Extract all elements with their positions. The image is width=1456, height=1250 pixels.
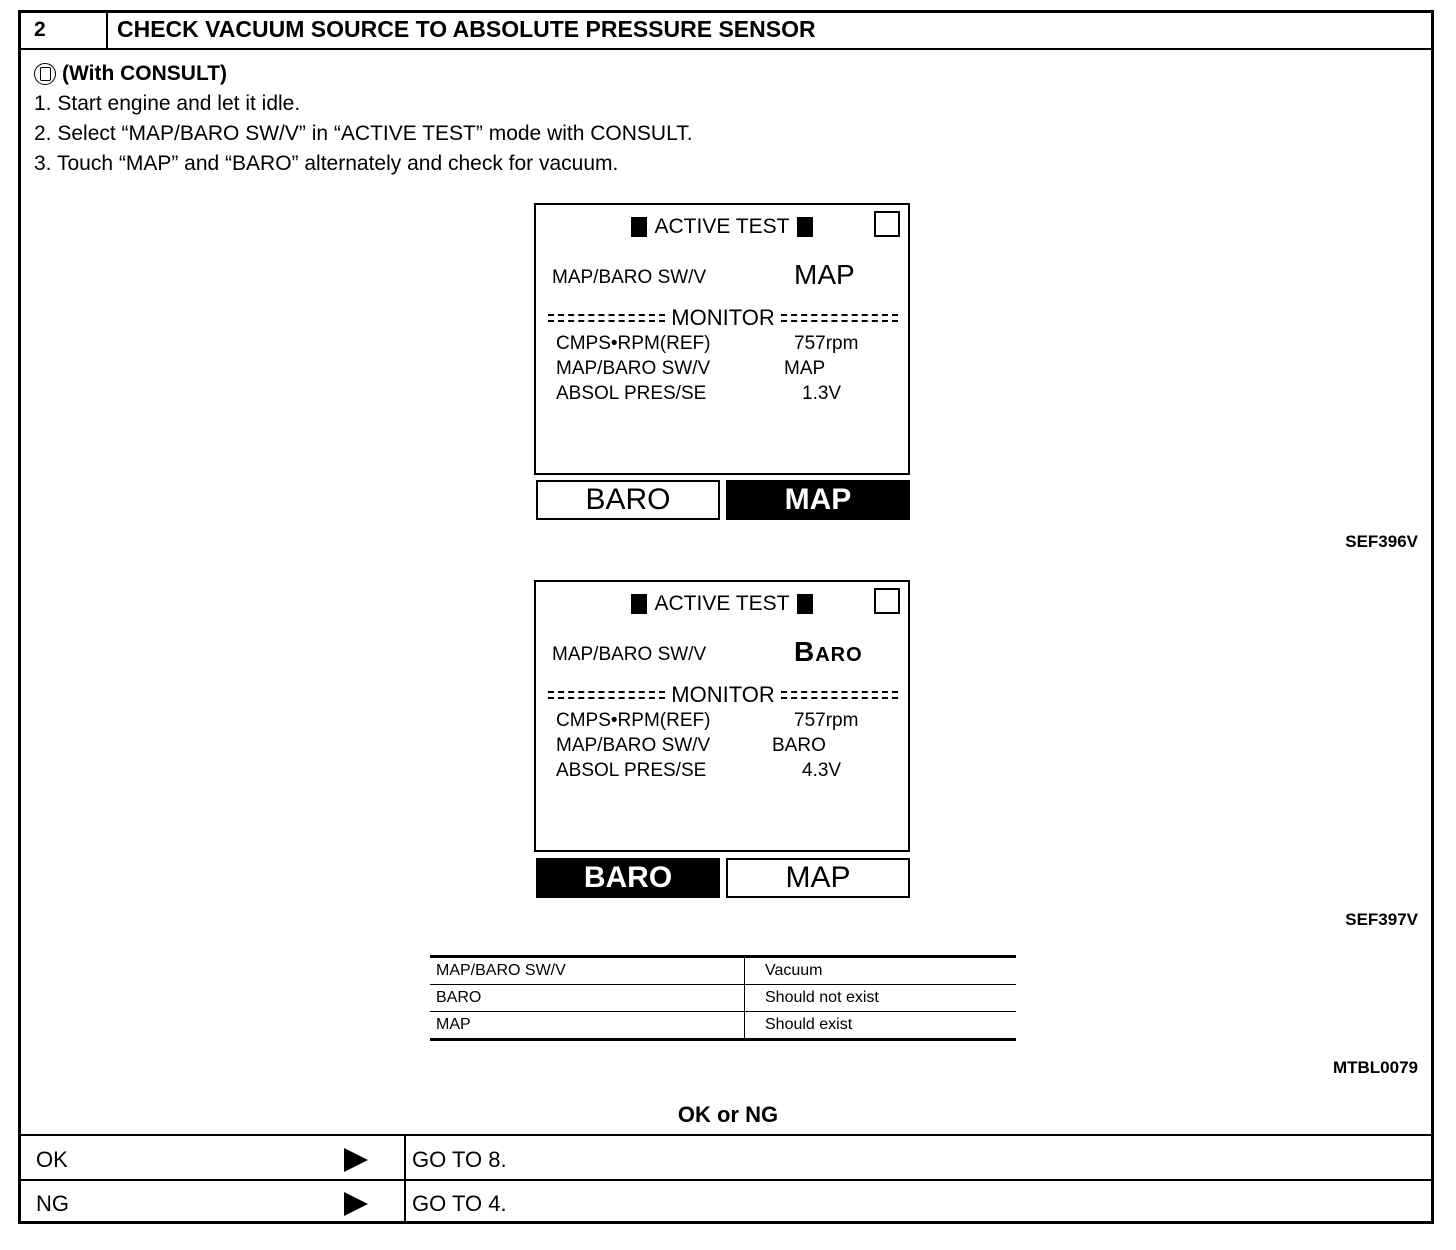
instruction-3: 3. Touch “MAP” and “BARO” alternately and check for vacuum. bbox=[34, 152, 619, 175]
consult-heading bbox=[34, 62, 227, 86]
table-cell: Vacuum bbox=[745, 957, 1017, 985]
monitor-row-value: 1.3V bbox=[802, 383, 842, 404]
table-cell: MAP/BARO SW/V bbox=[430, 957, 745, 985]
step-title: CHECK VACUUM SOURCE TO ABSOLUTE PRESSURE SENSOR bbox=[117, 16, 816, 42]
table-cell: MAP bbox=[430, 1012, 745, 1040]
divider bbox=[18, 1179, 1434, 1181]
monitor-divider: MONITOR bbox=[542, 305, 904, 331]
item-label: MAP/BARO SW/V bbox=[552, 644, 707, 665]
consult-label: (With CONSULT) bbox=[62, 62, 228, 85]
monitor-divider: MONITOR bbox=[542, 682, 904, 708]
item-label: MAP/BARO SW/V bbox=[552, 267, 707, 288]
arrow-right-icon bbox=[344, 1192, 368, 1216]
monitor-row-label: ABSOL PRES/SE bbox=[556, 383, 707, 404]
monitor-row-value: MAP bbox=[784, 358, 826, 379]
map-button[interactable]: MAP bbox=[726, 858, 910, 898]
item-value: MAP bbox=[794, 259, 855, 290]
item-value: Baro bbox=[794, 636, 863, 667]
monitor-row-label: ABSOL PRES/SE bbox=[556, 760, 707, 781]
vacuum-table bbox=[430, 955, 1016, 1041]
screen-title: ACTIVE TEST bbox=[536, 215, 908, 239]
screen-checkbox[interactable] bbox=[874, 588, 900, 614]
monitor-row-label: MAP/BARO SW/V bbox=[556, 735, 711, 756]
table-row bbox=[430, 1012, 1016, 1040]
consult-icon bbox=[34, 63, 56, 85]
monitor-row-label: CMPS•RPM(REF) bbox=[556, 333, 711, 354]
table-cell: BARO bbox=[430, 985, 745, 1012]
monitor-row-value: BARO bbox=[772, 735, 826, 756]
monitor-row-label: CMPS•RPM(REF) bbox=[556, 710, 711, 731]
table-row bbox=[430, 957, 1016, 985]
screen-title: ACTIVE TEST bbox=[536, 592, 908, 616]
result-action-ng[interactable]: GO TO 4. bbox=[412, 1191, 507, 1216]
monitor-row-value: 757rpm bbox=[794, 710, 859, 731]
result-label-ng: NG bbox=[36, 1191, 69, 1216]
instruction-1: 1. Start engine and let it idle. bbox=[34, 92, 301, 115]
baro-button[interactable]: BARO bbox=[536, 858, 720, 898]
monitor-row-value: 4.3V bbox=[802, 760, 842, 781]
map-button[interactable]: MAP bbox=[726, 480, 910, 520]
arrow-right-icon bbox=[344, 1148, 368, 1172]
active-test-screen-baro bbox=[534, 580, 910, 852]
header-divider bbox=[106, 10, 108, 50]
monitor-row-label: MAP/BARO SW/V bbox=[556, 358, 711, 379]
active-test-screen-map bbox=[534, 203, 910, 475]
table-row bbox=[430, 985, 1016, 1012]
baro-button[interactable]: BARO bbox=[536, 480, 720, 520]
figure-ref-code: SEF396V bbox=[1345, 532, 1418, 551]
result-title: OK or NG bbox=[677, 1102, 779, 1127]
figure-ref-code: SEF397V bbox=[1345, 910, 1418, 929]
result-action-ok[interactable]: GO TO 8. bbox=[412, 1147, 507, 1172]
table-cell: Should not exist bbox=[745, 985, 1017, 1012]
step-number: 2 bbox=[34, 18, 46, 41]
divider bbox=[404, 1134, 406, 1224]
screen-checkbox[interactable] bbox=[874, 211, 900, 237]
divider bbox=[18, 1134, 1434, 1136]
table-ref-code: MTBL0079 bbox=[1332, 1058, 1418, 1077]
result-label-ok: OK bbox=[36, 1147, 68, 1172]
monitor-row-value: 757rpm bbox=[794, 333, 859, 354]
table-cell: Should exist bbox=[745, 1012, 1017, 1040]
instruction-2: 2. Select “MAP/BARO SW/V” in “ACTIVE TEST” mode with CONSULT. bbox=[34, 122, 693, 145]
